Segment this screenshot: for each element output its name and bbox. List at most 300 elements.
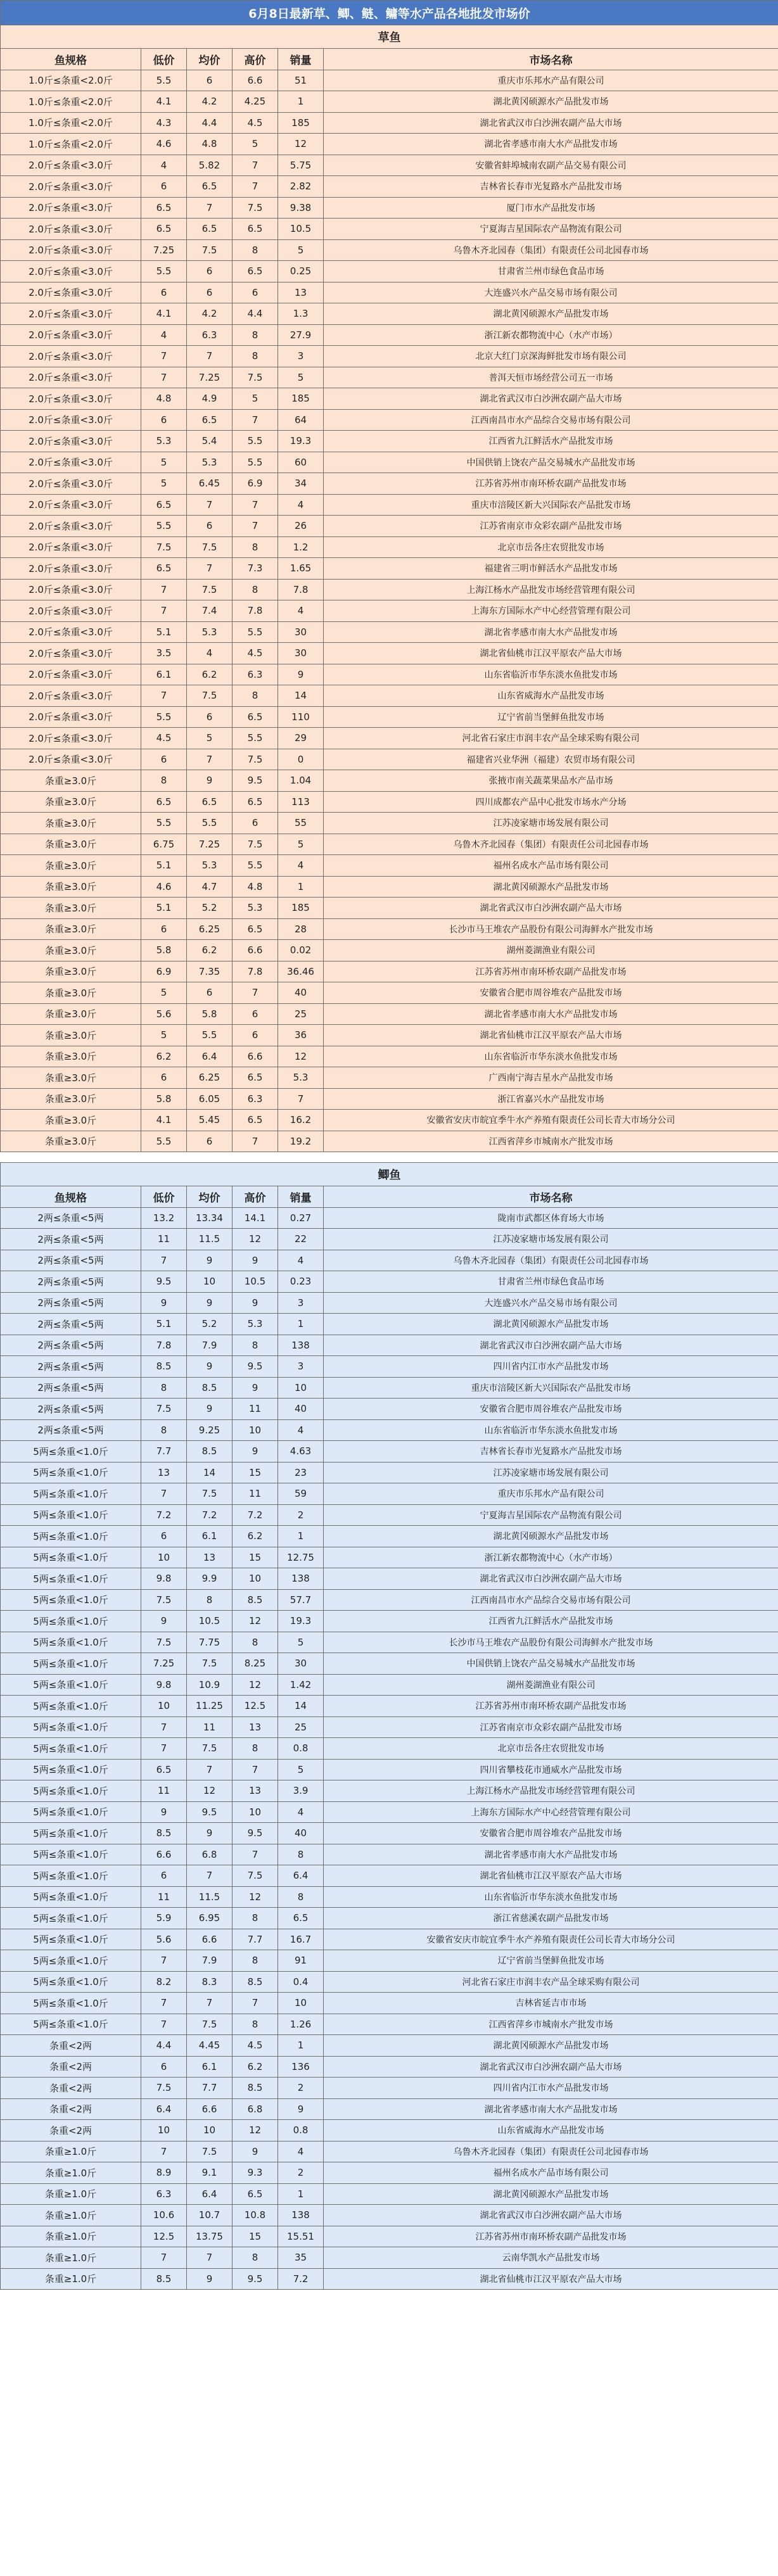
volume-cell: 40	[278, 1399, 324, 1420]
volume-cell: 1.3	[278, 303, 324, 325]
spec-cell: 2.0斤≤条重<3.0斤	[1, 643, 141, 664]
table-row	[1, 1971, 778, 1993]
low-price-cell: 7.25	[141, 239, 187, 261]
market-cell: 北京市岳各庄农贸批发市场	[324, 1738, 778, 1760]
high-price-cell: 11	[233, 1483, 278, 1505]
market-cell: 吉林省延吉市市场	[324, 1993, 778, 2014]
spec-cell: 条重<2两	[1, 2098, 141, 2120]
spec-cell: 条重≥3.0斤	[1, 1067, 141, 1089]
high-price-cell: 6.2	[233, 1526, 278, 1547]
volume-cell: 13	[278, 282, 324, 303]
volume-cell: 19.3	[278, 431, 324, 452]
spec-cell: 5两≤条重<1.0斤	[1, 1971, 141, 1993]
high-price-cell: 7	[233, 1759, 278, 1780]
table-row	[1, 516, 778, 537]
table-row	[1, 197, 778, 219]
spec-cell: 2.0斤≤条重<3.0斤	[1, 600, 141, 622]
avg-price-cell: 7.9	[187, 1335, 233, 1356]
avg-price-cell: 11.5	[187, 1229, 233, 1250]
page-title: 6月8日最新草、鲫、鲢、鳙等水产品各地批发市场价	[1, 1, 778, 25]
table-row	[1, 982, 778, 1004]
avg-price-cell: 6.2	[187, 664, 233, 685]
table-row	[1, 176, 778, 198]
low-price-cell: 6.6	[141, 1844, 187, 1865]
avg-price-cell: 6.05	[187, 1088, 233, 1110]
spec-cell: 2.0斤≤条重<3.0斤	[1, 409, 141, 431]
volume-cell: 185	[278, 898, 324, 919]
volume-cell: 10.5	[278, 219, 324, 240]
avg-price-cell: 6.25	[187, 1067, 233, 1089]
volume-cell: 2.82	[278, 176, 324, 198]
spec-cell: 5两≤条重<1.0斤	[1, 1632, 141, 1653]
table-row	[1, 1046, 778, 1067]
spec-cell: 5两≤条重<1.0斤	[1, 1589, 141, 1611]
avg-price-cell: 6.95	[187, 1908, 233, 1929]
high-price-cell: 9.5	[233, 1823, 278, 1844]
avg-price-cell: 11.5	[187, 1886, 233, 1908]
table-row	[1, 70, 778, 91]
volume-cell: 30	[278, 1653, 324, 1675]
volume-cell: 1	[278, 91, 324, 113]
high-price-cell: 12	[233, 2120, 278, 2141]
volume-cell: 1	[278, 2035, 324, 2057]
spec-cell: 2.0斤≤条重<3.0斤	[1, 282, 141, 303]
volume-cell: 14	[278, 1696, 324, 1717]
low-price-cell: 6	[141, 1067, 187, 1089]
volume-cell: 1	[278, 876, 324, 898]
market-cell: 宁夏海吉星国际农产品物流有限公司	[324, 1504, 778, 1526]
volume-cell: 1.04	[278, 770, 324, 792]
table-row	[1, 1738, 778, 1760]
volume-cell: 4	[278, 855, 324, 877]
avg-price-cell: 9	[187, 1250, 233, 1271]
avg-price-cell: 8.3	[187, 1971, 233, 1993]
table-row	[1, 388, 778, 410]
market-cell: 江西南昌市水产品综合交易市场有限公司	[324, 1589, 778, 1611]
high-price-cell: 6	[233, 813, 278, 834]
high-price-cell: 7.5	[233, 1865, 278, 1887]
table-row	[1, 2078, 778, 2099]
market-cell: 浙江省嘉兴水产品批发市场	[324, 1088, 778, 1110]
low-price-cell: 4.1	[141, 1110, 187, 1131]
high-price-cell: 8.5	[233, 1971, 278, 1993]
high-price-cell: 6.5	[233, 706, 278, 728]
high-price-cell: 8	[233, 1738, 278, 1760]
spec-cell: 条重≥3.0斤	[1, 940, 141, 961]
market-cell: 浙江新农都物流中心（水产市场）	[324, 324, 778, 346]
table-row	[1, 1950, 778, 1972]
volume-cell: 9.38	[278, 197, 324, 219]
table-row	[1, 91, 778, 113]
spec-cell: 2.0斤≤条重<3.0斤	[1, 728, 141, 749]
high-price-cell: 7.2	[233, 1504, 278, 1526]
low-price-cell: 6.3	[141, 2183, 187, 2205]
high-price-cell: 8	[233, 239, 278, 261]
volume-cell: 138	[278, 1568, 324, 1590]
avg-price-cell: 5.45	[187, 1110, 233, 1131]
volume-cell: 5.75	[278, 155, 324, 176]
high-price-cell: 8	[233, 2247, 278, 2269]
market-cell: 湖北黄冈硕源水产品批发市场	[324, 1314, 778, 1335]
low-price-cell: 6.75	[141, 834, 187, 855]
table-row	[1, 855, 778, 877]
low-price-cell: 8.2	[141, 1971, 187, 1993]
market-cell: 福州名成水产品市场有限公司	[324, 855, 778, 877]
spec-cell: 2两≤条重<5两	[1, 1419, 141, 1441]
low-price-cell: 7.8	[141, 1335, 187, 1356]
low-price-cell: 6.5	[141, 791, 187, 813]
spec-cell: 5两≤条重<1.0斤	[1, 1653, 141, 1675]
table-row	[1, 1844, 778, 1865]
spec-cell: 2.0斤≤条重<3.0斤	[1, 261, 141, 282]
market-cell: 江西南昌市水产品综合交易市场有限公司	[324, 409, 778, 431]
high-price-cell: 7	[233, 982, 278, 1004]
spec-cell: 5两≤条重<1.0斤	[1, 1547, 141, 1568]
table-row	[1, 112, 778, 134]
low-price-cell: 11	[141, 1886, 187, 1908]
low-price-cell: 6	[141, 749, 187, 770]
avg-price-cell: 10	[187, 2120, 233, 2141]
avg-price-cell: 9	[187, 1399, 233, 1420]
spec-cell: 5两≤条重<1.0斤	[1, 1950, 141, 1972]
low-price-cell: 6	[141, 1526, 187, 1547]
avg-price-cell: 5.82	[187, 155, 233, 176]
volume-cell: 0.02	[278, 940, 324, 961]
volume-cell: 6.5	[278, 1908, 324, 1929]
table-row	[1, 1441, 778, 1462]
spec-cell: 条重≥3.0斤	[1, 1003, 141, 1025]
market-cell: 湖北省武汉市白沙洲农副产品大市场	[324, 2205, 778, 2226]
table-row	[1, 834, 778, 855]
avg-price-cell: 7	[187, 197, 233, 219]
table-row	[1, 1526, 778, 1547]
avg-price-cell: 5.3	[187, 621, 233, 643]
market-cell: 长沙市马王堆农产品股份有限公司海鲜水产批发市场	[324, 918, 778, 940]
spec-cell: 2.0斤≤条重<3.0斤	[1, 367, 141, 388]
volume-cell: 4	[278, 1801, 324, 1823]
low-price-cell: 7	[141, 2247, 187, 2269]
low-price-cell: 8	[141, 1377, 187, 1399]
high-price-cell: 8	[233, 324, 278, 346]
market-cell: 湖北省武汉市白沙洲农副产品大市场	[324, 1568, 778, 1590]
volume-cell: 19.2	[278, 1131, 324, 1152]
avg-price-cell: 6.5	[187, 409, 233, 431]
high-price-cell: 5	[233, 134, 278, 155]
low-price-cell: 12.5	[141, 2226, 187, 2247]
low-price-cell: 7	[141, 1250, 187, 1271]
spec-cell: 5两≤条重<1.0斤	[1, 1780, 141, 1802]
table-row	[1, 2183, 778, 2205]
spec-cell: 2.0斤≤条重<3.0斤	[1, 579, 141, 600]
table-row	[1, 134, 778, 155]
avg-price-cell: 7.5	[187, 2141, 233, 2162]
avg-price-cell: 9.9	[187, 1568, 233, 1590]
volume-cell: 40	[278, 1823, 324, 1844]
volume-cell: 60	[278, 452, 324, 473]
spec-cell: 条重≥1.0斤	[1, 2162, 141, 2184]
low-price-cell: 5.6	[141, 1929, 187, 1950]
volume-cell: 3.9	[278, 1780, 324, 1802]
spec-cell: 2.0斤≤条重<3.0斤	[1, 324, 141, 346]
spec-cell: 条重≥3.0斤	[1, 1025, 141, 1046]
market-cell: 江苏凌家塘市场发展有限公司	[324, 1229, 778, 1250]
table-row	[1, 1823, 778, 1844]
market-cell: 江苏凌家塘市场发展有限公司	[324, 1462, 778, 1483]
avg-price-cell: 4	[187, 643, 233, 664]
spec-cell: 2.0斤≤条重<3.0斤	[1, 706, 141, 728]
low-price-cell: 7	[141, 579, 187, 600]
low-price-cell: 10.6	[141, 2205, 187, 2226]
avg-price-cell: 7.35	[187, 961, 233, 982]
low-price-cell: 6	[141, 918, 187, 940]
table-row	[1, 1250, 778, 1271]
spec-cell: 2.0斤≤条重<3.0斤	[1, 388, 141, 410]
spec-cell: 5两≤条重<1.0斤	[1, 1759, 141, 1780]
spec-cell: 2两≤条重<5两	[1, 1335, 141, 1356]
high-price-cell: 8.5	[233, 1589, 278, 1611]
table-row	[1, 685, 778, 707]
market-cell: 江苏省苏州市南环桥农副产品批发市场	[324, 961, 778, 982]
low-price-cell: 6.5	[141, 197, 187, 219]
volume-cell: 0	[278, 749, 324, 770]
high-price-cell: 7.5	[233, 197, 278, 219]
table-row	[1, 1865, 778, 1887]
high-price-cell: 14.1	[233, 1207, 278, 1229]
avg-price-cell: 9	[187, 1292, 233, 1314]
high-price-cell: 4.8	[233, 876, 278, 898]
high-price-cell: 10	[233, 1419, 278, 1441]
low-price-cell: 11	[141, 1229, 187, 1250]
table-row	[1, 431, 778, 452]
volume-cell: 30	[278, 643, 324, 664]
table-row	[1, 2098, 778, 2120]
table-row	[1, 1088, 778, 1110]
spec-cell: 条重≥3.0斤	[1, 770, 141, 792]
market-cell: 重庆市涪陵区新大兴国际农产品批发市场	[324, 1377, 778, 1399]
high-price-cell: 9	[233, 1377, 278, 1399]
avg-price-cell: 7	[187, 749, 233, 770]
low-price-cell: 5.8	[141, 940, 187, 961]
high-price-cell: 7.8	[233, 600, 278, 622]
high-price-cell: 6.6	[233, 70, 278, 91]
volume-cell: 4.63	[278, 1441, 324, 1462]
table-row	[1, 961, 778, 982]
low-price-cell: 8.9	[141, 2162, 187, 2184]
high-price-cell: 12	[233, 1229, 278, 1250]
high-price-cell: 6	[233, 1025, 278, 1046]
spec-cell: 2.0斤≤条重<3.0斤	[1, 176, 141, 198]
volume-cell: 136	[278, 2056, 324, 2078]
spec-cell: 条重≥3.0斤	[1, 876, 141, 898]
spec-cell: 条重≥1.0斤	[1, 2247, 141, 2269]
spec-cell: 2两≤条重<5两	[1, 1271, 141, 1293]
table-row	[1, 367, 778, 388]
table-row	[1, 2056, 778, 2078]
avg-price-cell: 13.34	[187, 1207, 233, 1229]
spec-cell: 2.0斤≤条重<3.0斤	[1, 685, 141, 707]
high-price-cell: 12	[233, 1886, 278, 1908]
table-row	[1, 494, 778, 516]
spec-cell: 5两≤条重<1.0斤	[1, 1504, 141, 1526]
spec-cell: 条重≥3.0斤	[1, 898, 141, 919]
table-row	[1, 749, 778, 770]
high-price-cell: 9	[233, 1292, 278, 1314]
high-price-cell: 5.3	[233, 898, 278, 919]
column-header-spec: 鱼规格	[1, 49, 141, 70]
market-cell: 甘肃省兰州市绿色食品市场	[324, 261, 778, 282]
avg-price-cell: 7	[187, 494, 233, 516]
market-cell: 山东省临沂市华东淡水鱼批发市场	[324, 1886, 778, 1908]
avg-price-cell: 6	[187, 261, 233, 282]
table-row	[1, 1229, 778, 1250]
market-cell: 云南华凯水产品批发市场	[324, 2247, 778, 2269]
avg-price-cell: 9.5	[187, 1801, 233, 1823]
table-row	[1, 2247, 778, 2269]
spec-cell: 条重≥1.0斤	[1, 2183, 141, 2205]
low-price-cell: 5.5	[141, 261, 187, 282]
volume-cell: 110	[278, 706, 324, 728]
market-cell: 山东省威海水产品批发市场	[324, 2120, 778, 2141]
column-header-volume: 销量	[278, 49, 324, 70]
high-price-cell: 10	[233, 1801, 278, 1823]
table-row	[1, 1589, 778, 1611]
high-price-cell: 6.5	[233, 1067, 278, 1089]
table-row	[1, 621, 778, 643]
column-header-spec: 鱼规格	[1, 1186, 141, 1208]
spec-cell: 1.0斤≤条重<2.0斤	[1, 112, 141, 134]
volume-cell: 1	[278, 1526, 324, 1547]
column-header-low-price: 低价	[141, 1186, 187, 1208]
spacer-cell	[1, 1152, 778, 1163]
high-price-cell: 6.3	[233, 1088, 278, 1110]
avg-price-cell: 6.4	[187, 1046, 233, 1067]
avg-price-cell: 7.5	[187, 685, 233, 707]
table-row	[1, 1716, 778, 1738]
avg-price-cell: 4.7	[187, 876, 233, 898]
low-price-cell: 4.6	[141, 134, 187, 155]
table-row	[1, 1419, 778, 1441]
section-title: 草鱼	[1, 25, 778, 49]
volume-cell: 26	[278, 516, 324, 537]
volume-cell: 4	[278, 600, 324, 622]
market-cell: 上海江杨水产品批发市场经营管理有限公司	[324, 579, 778, 600]
table-row	[1, 2162, 778, 2184]
market-cell: 山东省临沂市华东淡水鱼批发市场	[324, 664, 778, 685]
low-price-cell: 6.1	[141, 664, 187, 685]
spec-cell: 2.0斤≤条重<3.0斤	[1, 155, 141, 176]
avg-price-cell: 7	[187, 346, 233, 367]
avg-price-cell: 13	[187, 1547, 233, 1568]
volume-cell: 4	[278, 1250, 324, 1271]
spec-cell: 条重≥1.0斤	[1, 2226, 141, 2247]
volume-cell: 91	[278, 1950, 324, 1972]
table-row	[1, 1929, 778, 1950]
volume-cell: 138	[278, 1335, 324, 1356]
volume-cell: 4	[278, 494, 324, 516]
low-price-cell: 5	[141, 982, 187, 1004]
market-cell: 湖北省孝感市南大水产品批发市场	[324, 134, 778, 155]
spec-cell: 条重<2两	[1, 2035, 141, 2057]
spec-cell: 5两≤条重<1.0斤	[1, 1993, 141, 2014]
avg-price-cell: 9.1	[187, 2162, 233, 2184]
column-header-market: 市场名称	[324, 1186, 778, 1208]
avg-price-cell: 11.25	[187, 1696, 233, 1717]
avg-price-cell: 7	[187, 1993, 233, 2014]
avg-price-cell: 7.5	[187, 2014, 233, 2035]
spec-cell: 2两≤条重<5两	[1, 1314, 141, 1335]
low-price-cell: 7.5	[141, 536, 187, 558]
volume-cell: 5	[278, 1632, 324, 1653]
spec-cell: 2两≤条重<5两	[1, 1207, 141, 1229]
spec-cell: 2.0斤≤条重<3.0斤	[1, 494, 141, 516]
low-price-cell: 7.5	[141, 2078, 187, 2099]
low-price-cell: 6	[141, 1865, 187, 1887]
low-price-cell: 6.5	[141, 558, 187, 580]
low-price-cell: 7	[141, 1993, 187, 2014]
spec-cell: 5两≤条重<1.0斤	[1, 1844, 141, 1865]
avg-price-cell: 8	[187, 1589, 233, 1611]
high-price-cell: 7	[233, 1993, 278, 2014]
volume-cell: 185	[278, 112, 324, 134]
market-cell: 江西省九江鲜活水产品批发市场	[324, 1611, 778, 1632]
low-price-cell: 6	[141, 2056, 187, 2078]
high-price-cell: 8.5	[233, 2078, 278, 2099]
spec-cell: 5两≤条重<1.0斤	[1, 1611, 141, 1632]
avg-price-cell: 7	[187, 1759, 233, 1780]
low-price-cell: 5.9	[141, 1908, 187, 1929]
high-price-cell: 15	[233, 1547, 278, 1568]
table-row	[1, 219, 778, 240]
high-price-cell: 7.7	[233, 1929, 278, 1950]
volume-cell: 0.25	[278, 261, 324, 282]
avg-price-cell: 9	[187, 770, 233, 792]
volume-cell: 7.8	[278, 579, 324, 600]
volume-cell: 55	[278, 813, 324, 834]
table-row	[1, 1886, 778, 1908]
avg-price-cell: 6	[187, 70, 233, 91]
high-price-cell: 9	[233, 1250, 278, 1271]
table-row	[1, 1131, 778, 1152]
high-price-cell: 6.3	[233, 664, 278, 685]
avg-price-cell: 5.5	[187, 813, 233, 834]
volume-cell: 40	[278, 982, 324, 1004]
avg-price-cell: 6.6	[187, 2098, 233, 2120]
volume-cell: 7	[278, 1088, 324, 1110]
market-cell: 大连盛兴水产品交易市场有限公司	[324, 1292, 778, 1314]
table-row	[1, 600, 778, 622]
spec-cell: 2.0斤≤条重<3.0斤	[1, 239, 141, 261]
avg-price-cell: 7	[187, 1865, 233, 1887]
market-cell: 辽宁省前当堡鲜鱼批发市场	[324, 1950, 778, 1972]
spec-cell: 5两≤条重<1.0斤	[1, 1908, 141, 1929]
high-price-cell: 5.5	[233, 431, 278, 452]
market-cell: 中国供销上饶农产品交易城水产品批发市场	[324, 1653, 778, 1675]
market-cell: 湖北省武汉市白沙洲农副产品大市场	[324, 112, 778, 134]
avg-price-cell: 5.4	[187, 431, 233, 452]
high-price-cell: 8	[233, 346, 278, 367]
high-price-cell: 5	[233, 388, 278, 410]
low-price-cell: 7.7	[141, 1441, 187, 1462]
low-price-cell: 6	[141, 176, 187, 198]
spec-cell: 条重≥3.0斤	[1, 1046, 141, 1067]
market-cell: 江西省九江鲜活水产品批发市场	[324, 431, 778, 452]
high-price-cell: 8	[233, 1335, 278, 1356]
high-price-cell: 4.25	[233, 91, 278, 113]
section-title-row	[1, 25, 778, 49]
spec-cell: 5两≤条重<1.0斤	[1, 1886, 141, 1908]
spec-cell: 1.0斤≤条重<2.0斤	[1, 134, 141, 155]
volume-cell: 8	[278, 1844, 324, 1865]
